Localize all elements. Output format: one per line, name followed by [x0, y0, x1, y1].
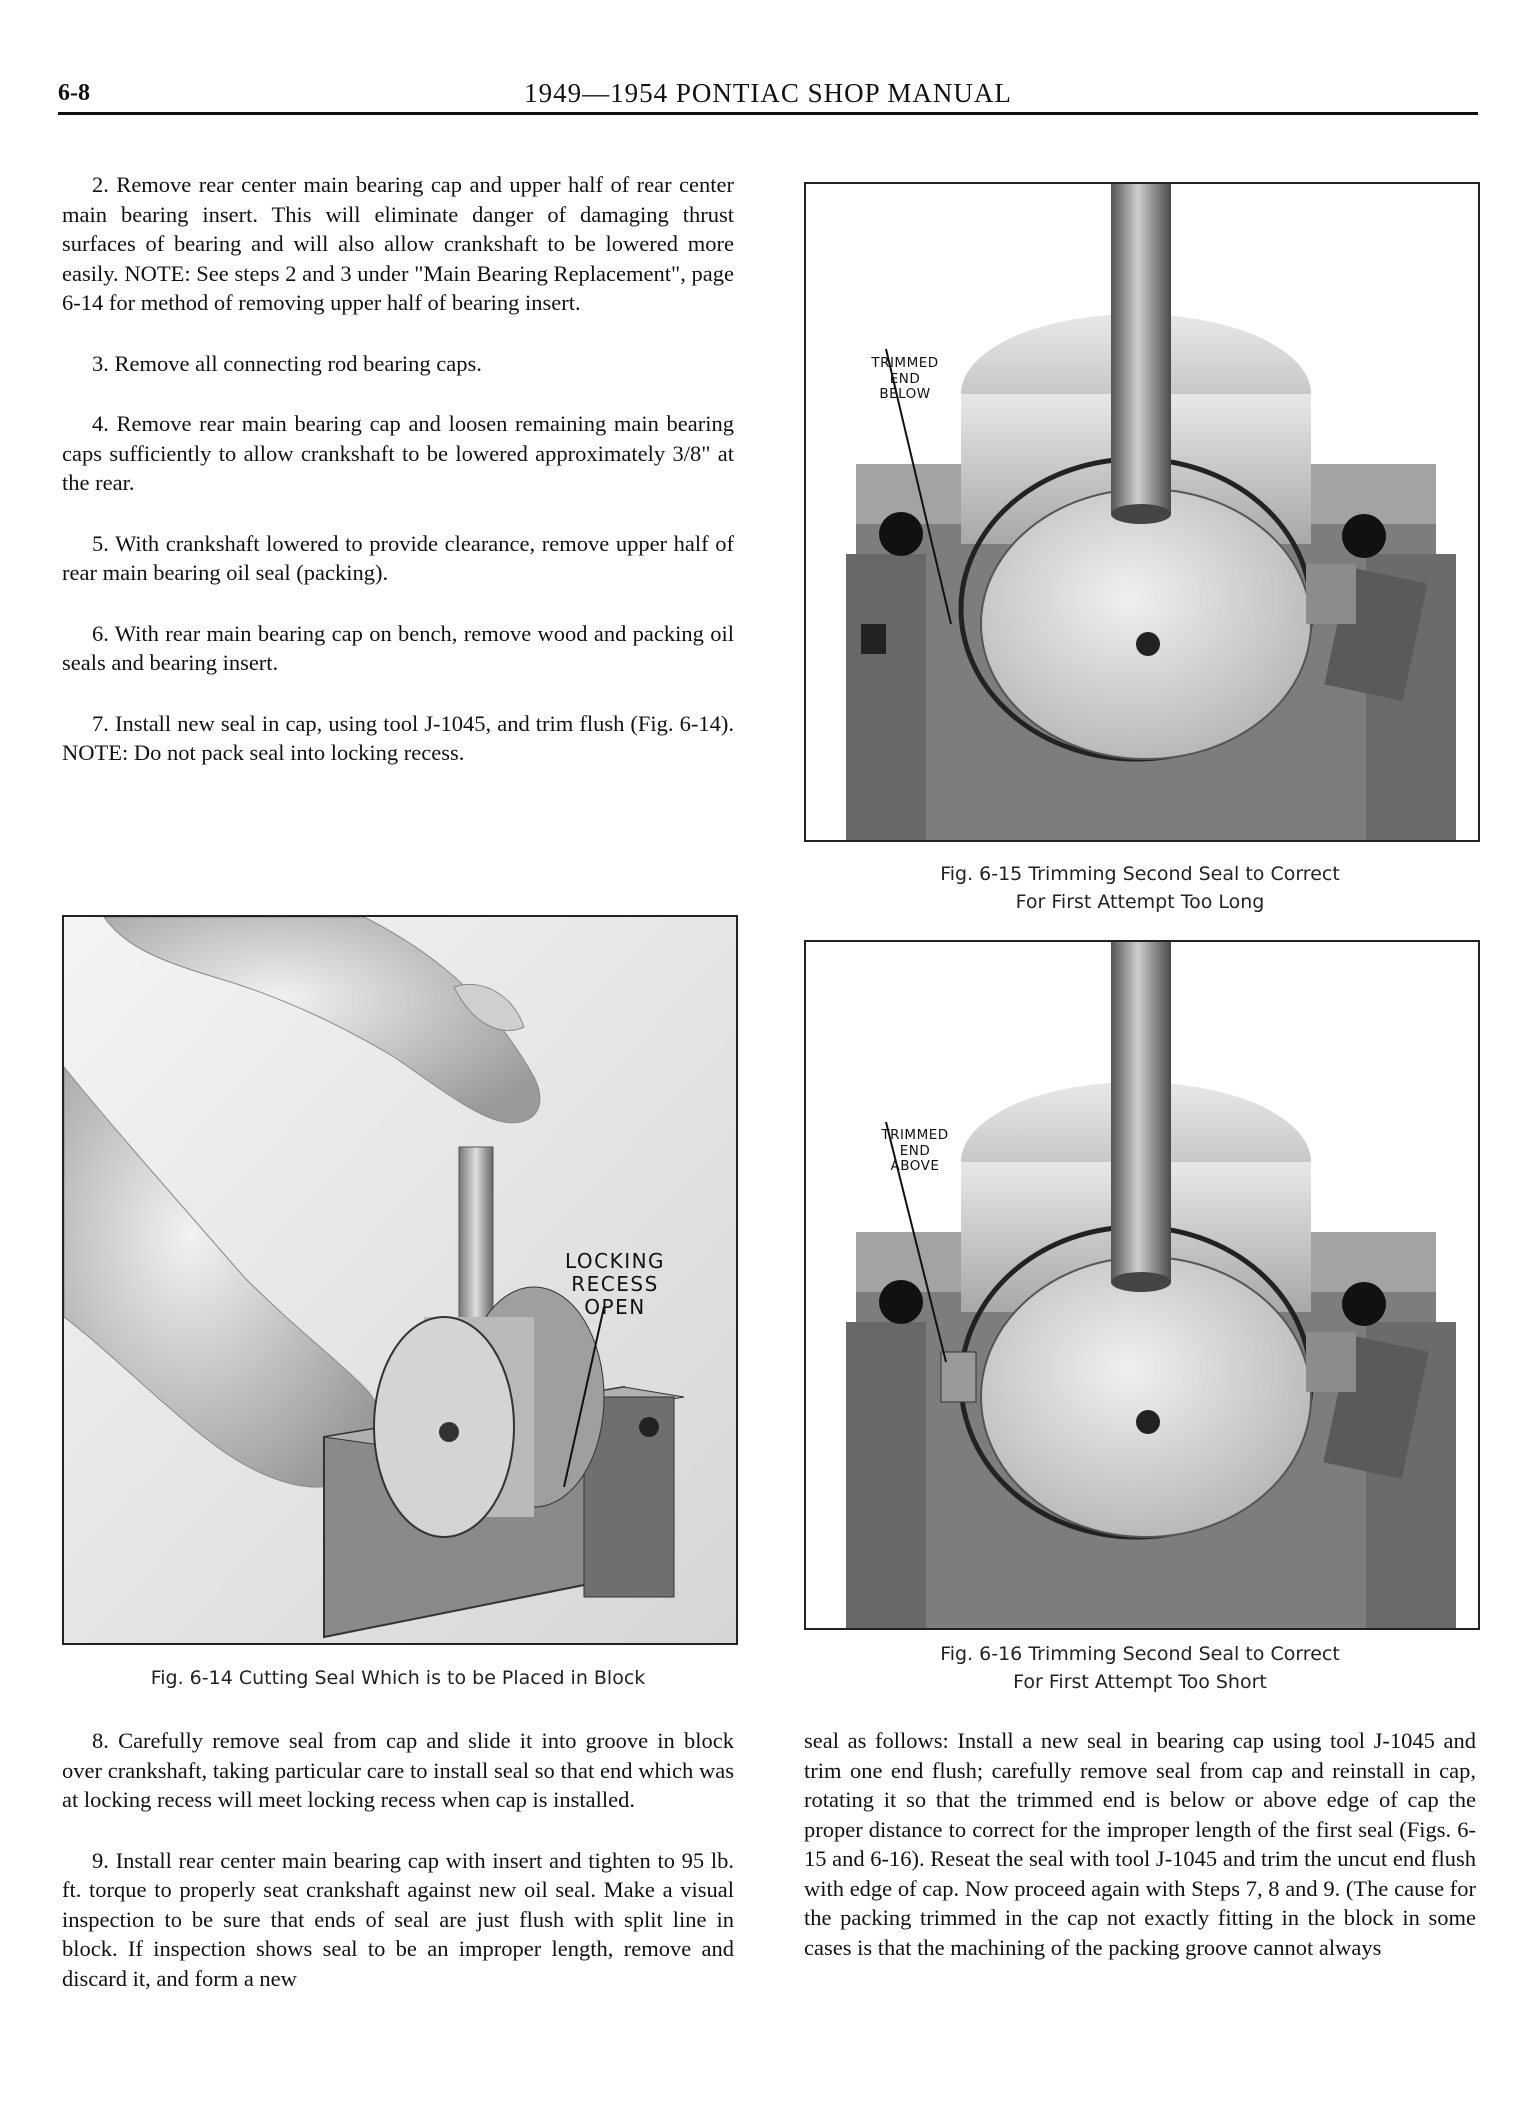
page-number: 6-8 — [58, 80, 90, 106]
callout-trimmed-end-above — [860, 1128, 970, 1175]
figure-6-15-caption — [804, 860, 1476, 916]
step-4: 4. Remove rear main bearing cap and loosen remaining main bearing caps sufficiently to allow crankshaft to be lowered approximately 3/8" at the rear. — [62, 411, 734, 495]
callout-line: END — [899, 1142, 931, 1159]
callout-locking-recess-open — [555, 1250, 675, 1319]
callout-line: ABOVE — [890, 1158, 940, 1175]
step-6: 6. With rear main bearing cap on bench, remove wood and packing oil seals and bearing insert. — [62, 620, 734, 675]
left-column-top-text — [62, 170, 734, 799]
callout-line: OPEN — [584, 1295, 646, 1319]
caption-line: Fig. 6-16 Trimming Second Seal to Correct — [940, 1643, 1340, 1665]
figure-6-16-caption — [804, 1640, 1476, 1696]
step-5: 5. With crankshaft lowered to provide clearance, remove upper half of rear main bearing oil seal (packing). — [62, 530, 734, 585]
callout-line: BELOW — [879, 386, 931, 403]
step-7: 7. Install new seal in cap, using tool J-1045, and trim flush (Fig. 6-14). NOTE: Do not pack seal into locking recess. — [62, 710, 734, 765]
callout-line: TRIMMED — [881, 1127, 949, 1143]
left-column-bottom-text — [62, 1726, 734, 2024]
caption-line: Fig. 6-15 Trimming Second Seal to Correct — [940, 863, 1340, 885]
figure-6-16-photo — [804, 940, 1480, 1630]
seal-procedure-paragraph: seal as follows: Install a new seal in bearing cap using tool J-1045 and trim one end flush; carefully remove seal from cap and reinstall in cap, rotating it so that the trimmed end is below or above edge of cap the proper distance to correct for the improper length of the first seal (Figs. 6-15 and 6-16). Reseat the seal with tool J-1045 and trim the uncut end flush with edge of cap. Now proceed again with Steps 7, 8 and 9. (The cause for the packing trimmed in the cap not exactly fitting in the block in some cases is that the machining of the packing groove cannot always — [804, 1728, 1476, 1960]
step-8: 8. Carefully remove seal from cap and slide it into groove in block over crankshaft, taking particular care to install seal so that end which was at locking recess will meet locking recess when cap is installed. — [62, 1728, 734, 1812]
callout-trimmed-end-below — [850, 356, 960, 403]
figure-6-14-caption: Fig. 6-14 Cutting Seal Which is to be Placed in Block — [150, 1667, 646, 1689]
step-9: 9. Install rear center main bearing cap with insert and tighten to 95 lb. ft. torque to properly seat crankshaft against new oil seal. Make a visual inspection to be sure that ends of seal are just flush with split line in block. If inspection shows seal to be an improper length, remove and discard it, and form a new — [62, 1847, 734, 1991]
step-3: 3. Remove all connecting rod bearing caps. — [92, 350, 482, 376]
callout-line: RECESS — [571, 1272, 659, 1296]
page-header — [58, 78, 1478, 115]
manual-title: 1949—1954 PONTIAC SHOP MANUAL — [524, 78, 1012, 108]
step-2: 2. Remove rear center main bearing cap and upper half of rear center main bearing insert. This will eliminate danger of damaging thrust surfaces of bearing and will also allow crankshaft to be lowered more easily. NOTE: See steps 2 and 3 under "Main Bearing Replacement", page 6-14 for method of removing upper half of bearing insert. — [62, 172, 734, 315]
figure-6-15-photo — [804, 182, 1480, 842]
callout-line: TRIMMED — [871, 355, 939, 371]
right-column-bottom-text — [804, 1726, 1476, 1993]
callout-line: LOCKING — [564, 1249, 666, 1273]
callout-line: END — [889, 370, 921, 387]
caption-line: For First Attempt Too Long — [1015, 891, 1265, 913]
caption-line: For First Attempt Too Short — [1013, 1671, 1267, 1693]
